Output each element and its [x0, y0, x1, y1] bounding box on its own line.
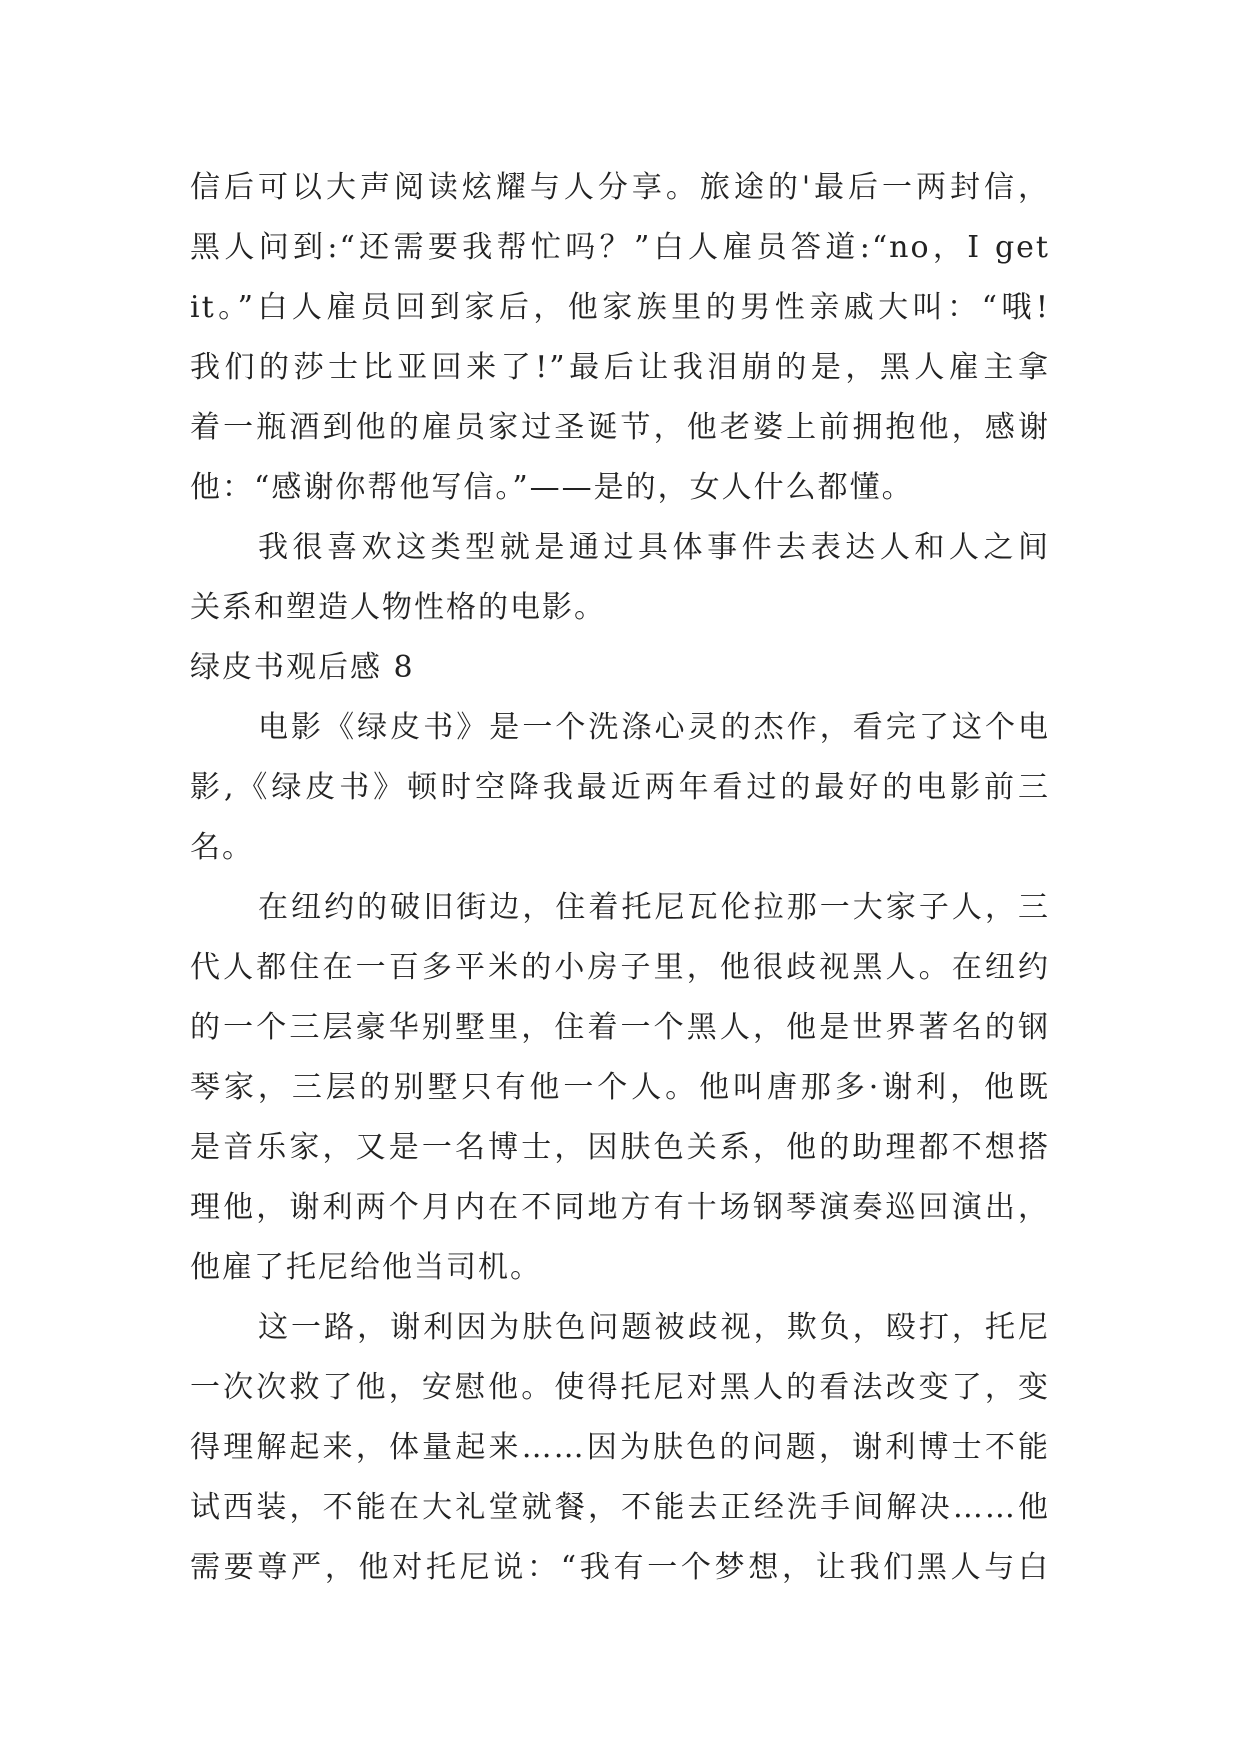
text-line: 他雇了托尼给他当司机。 — [190, 1250, 542, 1285]
text-line: 电影《绿皮书》是一个洗涤心灵的杰作，看完了这个电 — [258, 710, 1050, 745]
text-line: 着一瓶酒到他的雇员家过圣诞节，他老婆上前拥抱他，感谢 — [190, 410, 1050, 445]
text-line: 在纽约的破旧街边，住着托尼瓦伦拉那一大家子人，三 — [258, 890, 1050, 925]
text-line: 琴家，三层的别墅只有他一个人。他叫唐那多·谢利，他既 — [190, 1070, 1050, 1105]
text-line: 影,《绿皮书》顿时空降我最近两年看过的最好的电影前三 — [190, 770, 1050, 805]
text-line: 我很喜欢这类型就是通过具体事件去表达人和人之间 — [258, 530, 1050, 565]
text-line: 理他，谢利两个月内在不同地方有十场钢琴演奏巡回演出， — [190, 1190, 1050, 1225]
document-body — [190, 158, 1050, 1598]
text-line: 信后可以大声阅读炫耀与人分享。旅途的'最后一两封信， — [190, 170, 1050, 205]
text-line: 关系和塑造人物性格的电影。 — [190, 590, 606, 625]
text-line: 黑人问到:“还需要我帮忙吗？”白人雇员答道:“no，I get — [190, 230, 1050, 265]
text-line: 这一路，谢利因为肤色问题被歧视，欺负，殴打，托尼 — [258, 1310, 1050, 1345]
text-line: 需要尊严，他对托尼说：“我有一个梦想，让我们黑人与白 — [190, 1550, 1050, 1585]
text-line: 我们的莎士比亚回来了!”最后让我泪崩的是，黑人雇主拿 — [190, 350, 1050, 385]
text-line: 是音乐家，又是一名博士，因肤色关系，他的助理都不想搭 — [190, 1130, 1050, 1165]
text-line: it。”白人雇员回到家后，他家族里的男性亲戚大叫：“哦! — [190, 290, 1050, 325]
text-line: 名。 — [190, 830, 254, 865]
text-line: 的一个三层豪华别墅里，住着一个黑人，他是世界著名的钢 — [190, 1010, 1050, 1045]
text-line: 他：“感谢你帮他写信。”——是的，女人什么都懂。 — [190, 470, 914, 505]
text-line: 代人都住在一百多平米的小房子里，他很歧视黑人。在纽约 — [190, 950, 1050, 985]
text-line: 得理解起来，体量起来……因为肤色的问题，谢利博士不能 — [190, 1430, 1050, 1465]
text-line: 一次次救了他，安慰他。使得托尼对黑人的看法改变了，变 — [190, 1370, 1050, 1405]
text-line: 试西装，不能在大礼堂就餐，不能去正经洗手间解决……他 — [190, 1490, 1050, 1525]
section-heading: 绿皮书观后感 8 — [190, 650, 415, 685]
